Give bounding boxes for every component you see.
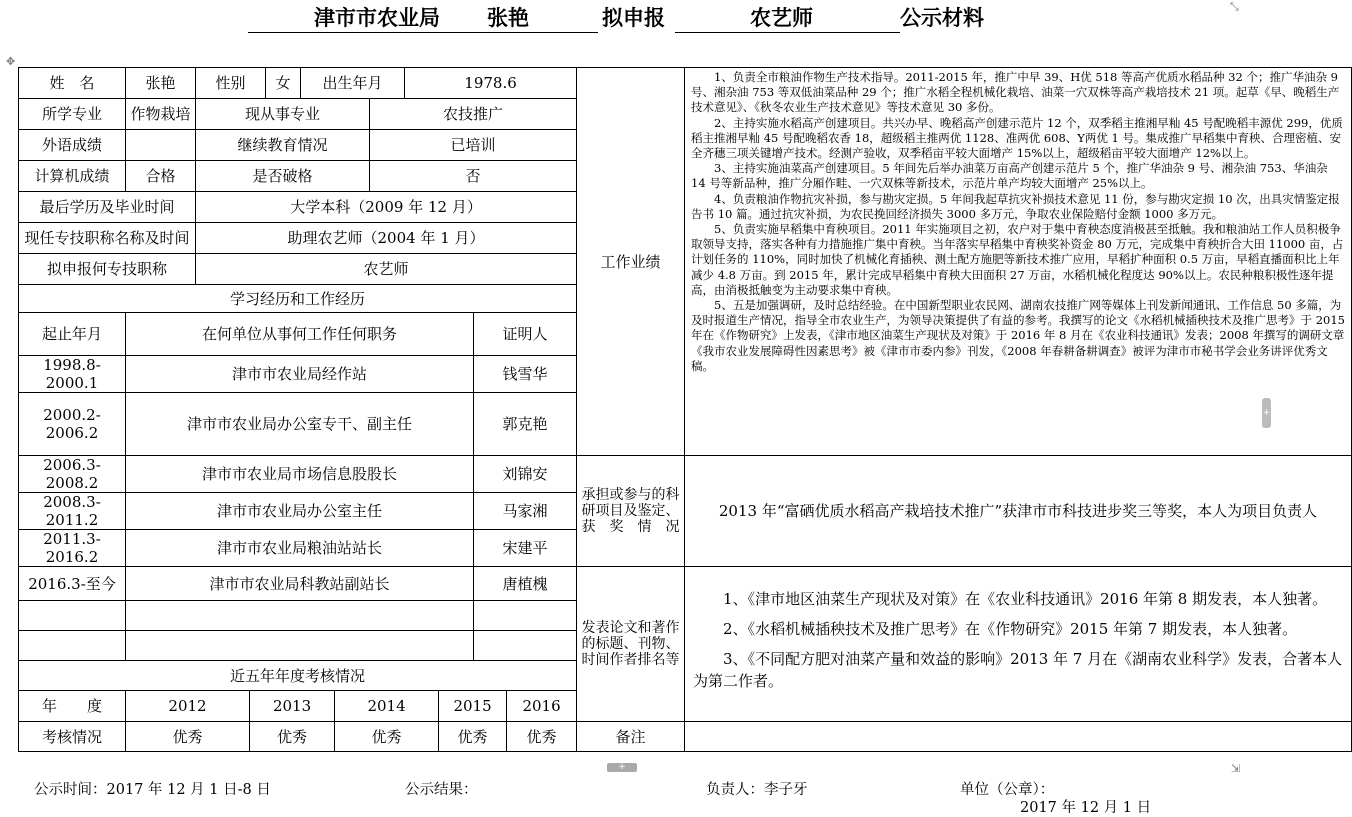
history-unit <box>126 631 474 661</box>
work-performance-item: 1、负责全市粮油作物生产技术指导。2011-2015 年，推广中早 39、H优 518 等高产优质水稻品种 32 个；推广华油杂 9 号、湘杂油 753 等双低油菜品种 29 个；推广水稻全程机械化栽培、油菜一穴双株等高产栽培技术 21 项。起草《早、晚稻生产技术意见》、《秋冬农业生产技术意见》等技术意见 30 多份。 <box>691 70 1340 115</box>
label-papers: 发表论文和著作的标题、刊物、时间作者排名等 <box>577 567 685 722</box>
paper-item: 2、《水稻机械插秧技术及推广思考》在《作物研究》2015 年第 7 期发表，本人独著。 <box>723 620 1298 638</box>
assessment-result-label: 考核情况 <box>19 722 126 752</box>
label-computer: 计算机成绩 <box>19 161 126 192</box>
history-unit: 津市市农业局办公室专干、副主任 <box>126 393 474 456</box>
paper-item: 1、《津市地区油菜生产现状及对策》在《农业科技通讯》2016 年第 8 期发表，本人独著。 <box>723 590 1328 608</box>
label-name: 姓 名 <box>19 68 126 99</box>
title-suffix: 公示材料 <box>900 5 984 30</box>
label-major: 所学专业 <box>19 99 126 130</box>
title-org: 津市市农业局 <box>314 5 440 30</box>
label-continuing-education: 继续教育情况 <box>196 130 370 161</box>
label-birth: 出生年月 <box>301 68 405 99</box>
history-period: 2016.3-至今 <box>19 567 126 601</box>
history-unit <box>126 601 474 631</box>
value-current-title: 助理农艺师（2004 年 1 月） <box>196 223 577 254</box>
footer-publicity-time: 公示时间：2017 年 12 月 1 日-8 日 <box>34 782 271 798</box>
work-performance-item: 5、负责实施早稻集中育秧项目。2011 年实施项目之初，农户对于集中育秧态度消极甚至抵触。我和粮油站工作人员积极争取领导支持，落实各种有力措施推广集中育秧。当年落实早稻集中育秧奖补资金 80 万元，完成集中育秧折合大田 11000 亩，占计划任务的 110%，同时加快了机械化育插秧、测土配方施肥等新技术推广应用，早稻扩种面积 0.5 万亩，早稻直播面积比上年减少 4.8 万亩。到 2015 年，累计完成早稻集中育秧大田面积 27 万亩，水稻机械化程度达 90%以上。农民种粮积极性逐年提高，由消极抵触变为主动要求集中育秧。 <box>691 222 1344 297</box>
label-current-title: 现任专技职称名称及时间 <box>19 223 196 254</box>
assessment-result: 优秀 <box>126 722 250 752</box>
footer-unit-seal: 单位（公章）： <box>960 782 1055 798</box>
label-current-major: 现从事专业 <box>196 99 370 130</box>
history-unit: 津市市农业局科教站副站长 <box>126 567 474 601</box>
history-period <box>19 601 126 631</box>
title-apply: 拟申报 <box>602 5 665 30</box>
assessment-result: 优秀 <box>250 722 335 752</box>
history-period: 2000.2-2006.2 <box>19 393 126 456</box>
history-col-witness: 证明人 <box>474 313 577 356</box>
value-name: 张艳 <box>126 68 196 99</box>
value-birth: 1978.6 <box>405 68 577 99</box>
history-unit: 津市市农业局办公室主任 <box>126 493 474 530</box>
table-resize-icon[interactable]: ⇲ <box>1231 762 1241 775</box>
work-performance-item: 4、负责粮油作物抗灾补损，参与勘灾定损。5 年间我起草抗灾补损技术意见 11 份，参与勘灾定损 10 次，出具灾情鉴定报告书 10 篇。通过抗灾补损，为农民挽回经济损失 3000 多万元，争取农业保险赔付金额 1000 多万元。 <box>691 191 1340 221</box>
assessment-year: 2013 <box>250 691 335 722</box>
footer-publicity-result: 公示结果： <box>405 782 478 798</box>
add-row-button-icon[interactable]: + <box>607 763 637 772</box>
history-period <box>19 631 126 661</box>
title-rank: 农艺师 <box>750 5 813 30</box>
label-target-title: 拟申报何专技职称 <box>19 254 196 285</box>
assessment-result: 优秀 <box>507 722 577 752</box>
title-underline-2 <box>675 32 900 33</box>
assessment-result: 优秀 <box>335 722 439 752</box>
label-remarks: 备注 <box>577 722 685 752</box>
paper-item: 3、《不同配方肥对油菜产量和效益的影响》2013 年 7 月在《湖南农业科学》发表，合著本人为第二作者。 <box>693 650 1343 690</box>
history-col-period: 起止年月 <box>19 313 126 356</box>
value-waiver: 否 <box>370 161 577 192</box>
value-remarks <box>685 722 1352 752</box>
history-witness <box>474 601 577 631</box>
history-section-header: 学习经历和工作经历 <box>19 285 577 313</box>
history-unit: 津市市农业局经作站 <box>126 356 474 393</box>
assessment-year: 2015 <box>439 691 507 722</box>
label-waiver: 是否破格 <box>196 161 370 192</box>
label-foreign-language: 外语成绩 <box>19 130 126 161</box>
papers-list <box>685 567 1352 722</box>
history-col-unit: 在何单位从事何工作任何职务 <box>126 313 474 356</box>
history-witness <box>474 631 577 661</box>
assessment-result: 优秀 <box>439 722 507 752</box>
work-performance-item: 2、主持实施水稻高产创建项目。共兴办早、晚稻高产创建示范片 12 个，双季稻主推湘早籼 45 号配晚稻丰源优 299，优质稻主推湘早籼 45 号配晚稻农香 18，超级稻主推两优 1128、准两优 608、Y两优 1 号。集成推广早稻集中育秧、合理密植、安全齐穗三项关键增产技术。经测产验收，双季稻亩平较大面增产 15%以上，超级稻亩平较大面增产 12%以上。 <box>691 115 1343 161</box>
label-work-performance: 工作业绩 <box>577 68 685 456</box>
history-unit: 津市市农业局粮油站站长 <box>126 530 474 567</box>
assessment-year: 2014 <box>335 691 439 722</box>
research-award-text: 2013 年“富硒优质水稻高产栽培技术推广”获津市市科技进步奖三等奖，本人为项目负责人 <box>685 456 1352 567</box>
footer-responsible: 负责人：李子牙 <box>706 782 808 798</box>
history-period: 1998.8-2000.1 <box>19 356 126 393</box>
footer-date: 2017 年 12 月 1 日 <box>1020 800 1152 816</box>
assessment-year: 2016 <box>507 691 577 722</box>
history-unit: 津市市农业局市场信息股股长 <box>126 456 474 493</box>
title-underline-1 <box>248 32 598 33</box>
assessment-year: 2012 <box>126 691 250 722</box>
label-education: 最后学历及毕业时间 <box>19 192 196 223</box>
table-move-handle-icon[interactable]: ✥ <box>6 55 16 68</box>
label-research: 承担或参与的科研项目及鉴定、获 奖 情 况 <box>577 456 685 567</box>
history-witness: 唐植槐 <box>474 567 577 601</box>
value-current-major: 农技推广 <box>370 99 577 130</box>
value-major: 作物栽培 <box>126 99 196 130</box>
assessment-year-label: 年 度 <box>19 691 126 722</box>
value-computer: 合格 <box>126 161 196 192</box>
label-gender: 性别 <box>196 68 266 99</box>
assessment-section-header: 近五年年度考核情况 <box>19 661 577 691</box>
value-continuing-education: 已培训 <box>370 130 577 161</box>
value-foreign-language <box>126 130 196 161</box>
history-witness: 刘锦安 <box>474 456 577 493</box>
side-scroll-button-icon[interactable]: + <box>1262 398 1271 428</box>
resize-handle-icon[interactable]: ⤡ <box>1230 0 1239 13</box>
history-period: 2011.3-2016.2 <box>19 530 126 567</box>
history-period: 2006.3-2008.2 <box>19 456 126 493</box>
history-witness: 宋建平 <box>474 530 577 567</box>
value-gender: 女 <box>266 68 301 99</box>
work-performance-item: 3、主持实施油菜高产创建项目。5 年间先后举办油菜万亩高产创建示范片 5 个，推广华油杂 9 号、湘杂油 753、华油杂 14 号等新品种，推广分厢作畦、一穴双株等新技术，示范片单产均较大面增产 25%以上。 <box>691 161 1328 191</box>
history-period: 2008.3-2011.2 <box>19 493 126 530</box>
work-performance-text <box>685 68 1352 456</box>
application-form-table <box>18 67 1352 752</box>
value-target-title: 农艺师 <box>196 254 577 285</box>
title-person-name: 张艳 <box>487 5 529 30</box>
work-performance-item: 5、五是加强调研，及时总结经验。在中国新型职业农民网、湖南农技推广网等媒体上刊发新闻通讯、工作信息 50 多篇，为及时报道生产情况，指导全市农业生产，为领导决策提供了有益的参考。我撰写的论文《水稻机械插秧技术及推广思考》于 2015 年在《作物研究》上发表，《津市地区油菜生产现状及对策》于 2016 年 8 月在《农业科技通讯》发表；2008 年撰写的调研文章《我市农业发展障碍性因素思考》被《津市市委内参》刊发，《2008 年春耕备耕调查》被评为津市市秘书学会业务讲评优秀文稿。 <box>691 298 1345 373</box>
history-witness: 马家湘 <box>474 493 577 530</box>
document-title <box>0 4 1271 34</box>
history-witness: 钱雪华 <box>474 356 577 393</box>
value-education: 大学本科（2009 年 12 月） <box>196 192 577 223</box>
history-witness: 郭克艳 <box>474 393 577 456</box>
